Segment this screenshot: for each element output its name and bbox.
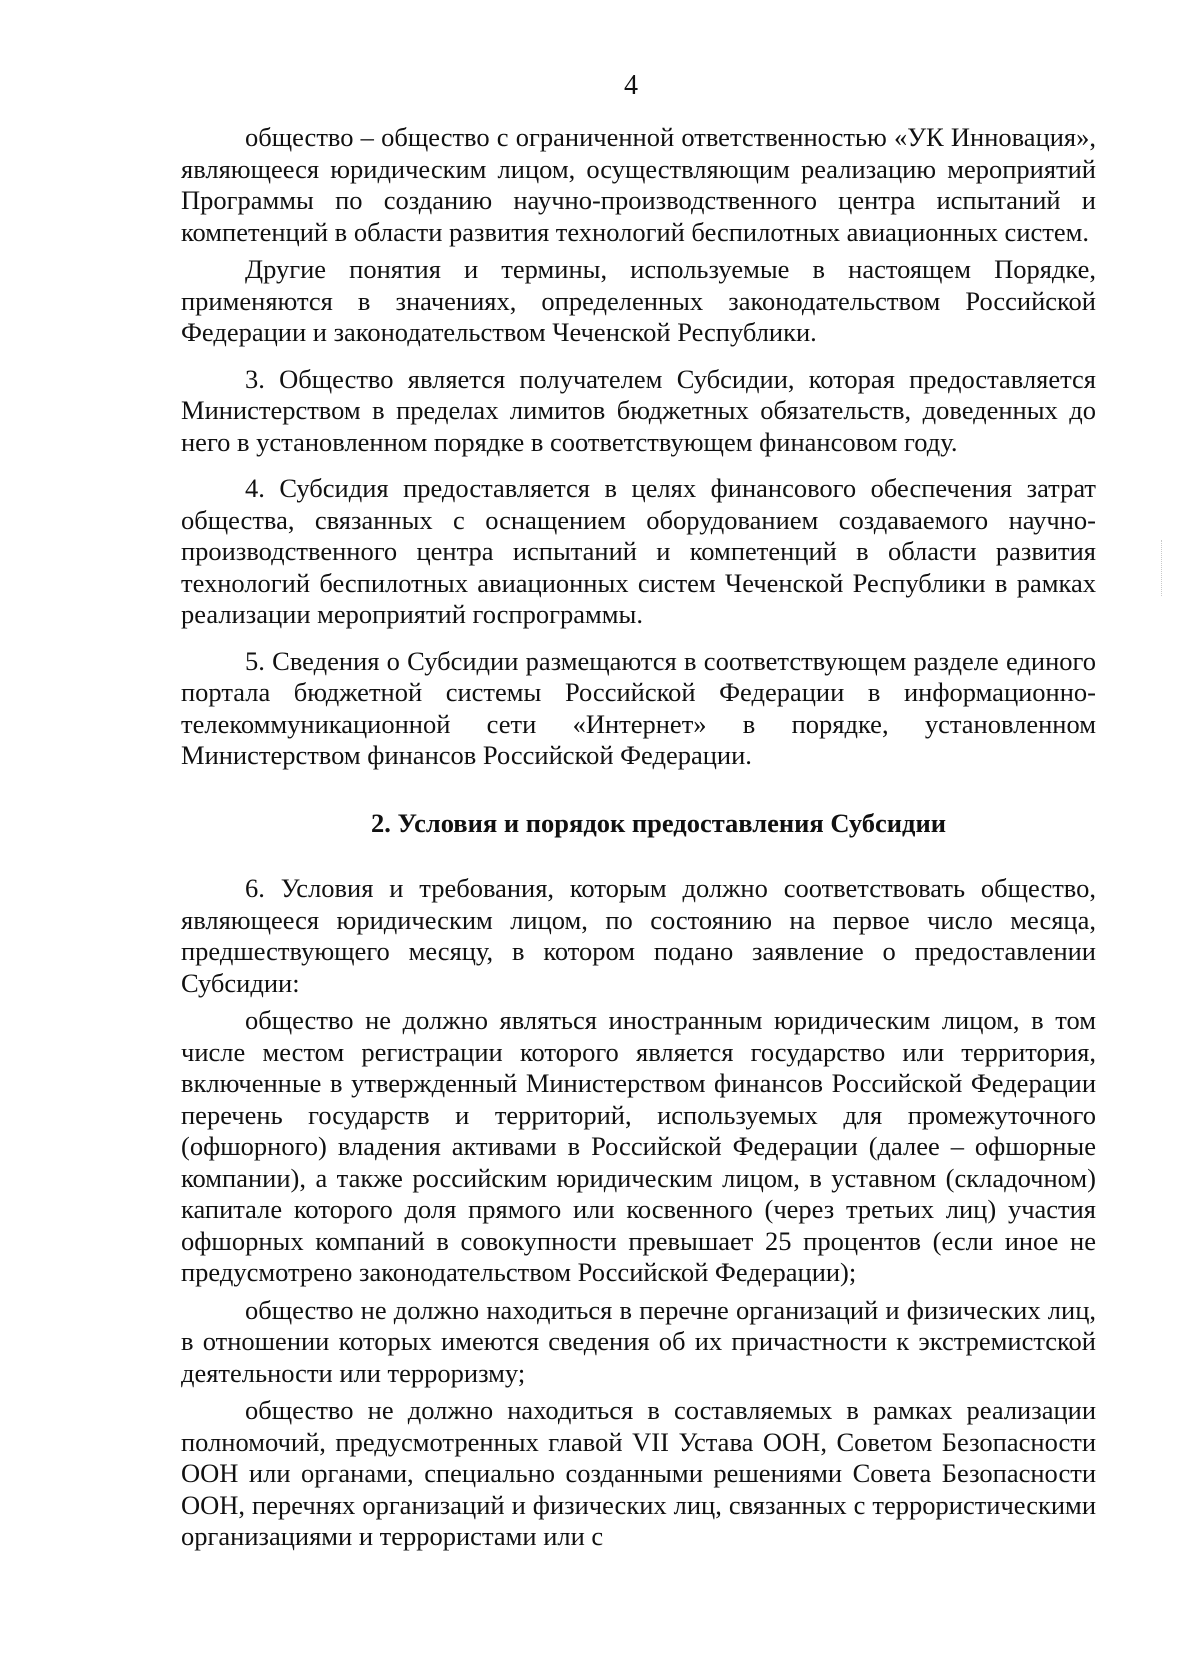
paragraph-item-4: 4. Субсидия предоставляется в целях финансового обеспечения затрат общества, связанных с оснащением оборудованием создаваемого научно-производственного центра испытаний и компетенций в области развития технологий беспилотных авиационных систем Чеченской Республики в рамках реализации мероприятий госпрограммы. — [181, 473, 1096, 629]
document-body — [181, 122, 1096, 1553]
paragraph-item-3: 3. Общество является получателем Субсидии, которая предоставляется Министерством в пределах лимитов бюджетных обязательств, доведенных до него в установленном порядке в соответствующем финансовом году. — [181, 363, 1096, 457]
page-number: 4 — [624, 70, 638, 101]
paragraph-other-terms: Другие понятия и термины, используемые в настоящем Порядке, применяются в значениях, определенных законодательством Российской Федерации и законодательством Чеченской Республики. — [181, 254, 1096, 347]
paragraph-definition-society: общество – общество с ограниченной ответственностью «УК Инновация», являющееся юридическим лицом, осуществляющим реализацию мероприятий Программы по созданию научно-производственного центра испытаний и компетенций в области развития технологий беспилотных авиационных систем. — [181, 122, 1096, 247]
section-heading: 2. Условия и порядок предоставления Субсидии — [370, 807, 946, 838]
paragraph-requirement-un-lists: общество не должно находиться в составляемых в рамках реализации полномочий, предусмотренных главой VII Устава ООН, Советом Безопасности ООН или органами, специально созданными решениями Совета Безопасности ООН, перечнях организаций и физических лиц, связанных с террористическими организациями и террористами или с — [181, 1395, 1096, 1551]
scan-edge-mark — [1161, 540, 1164, 596]
paragraph-requirement-extremism: общество не должно находиться в перечне организаций и физических лиц, в отношении которых имеются сведения об их причастности к экстремистской деятельности или терроризму; — [181, 1294, 1096, 1388]
paragraph-item-5: 5. Сведения о Субсидии размещаются в соответствующем разделе единого портала бюджетной системы Российской Федерации в информационно-телекоммуникационной сети «Интернет» в порядке, установленном Министерством финансов Российской Федерации. — [181, 645, 1096, 770]
paragraph-item-6: 6. Условия и требования, которым должно соответствовать общество, являющееся юридическим лицом, по состоянию на первое число месяца, предшествующего месяцу, в котором подано заявление о предоставлении Субсидии: — [181, 873, 1096, 998]
paragraph-requirement-offshore: общество не должно являться иностранным юридическим лицом, в том числе местом регистрации которого является государство или территория, включенные в утвержденный Министерством финансов Российской Федерации перечень государств и территорий, используемых для промежуточного (офшорного) владения активами в Российской Федерации (далее – офшорные компании), а также российским юридическим лицом, в уставном (складочном) капитале которого доля прямого или косвенного (через третьих лиц) участия офшорных компаний в совокупности превышает 25 процентов (если иное не предусмотрено законодательством Российской Федерации); — [181, 1005, 1096, 1287]
